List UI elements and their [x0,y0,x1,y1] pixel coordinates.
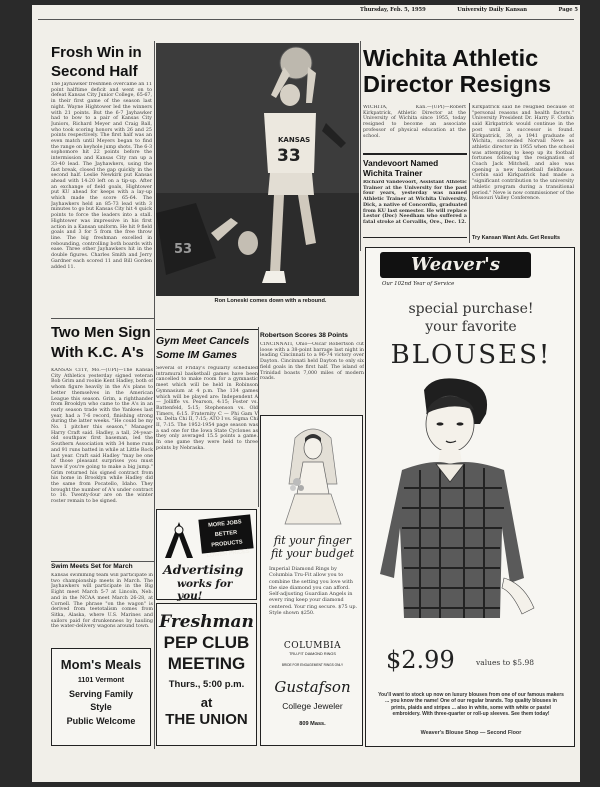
want-ads-tag: Try Kansan Want Ads. Get Results [472,235,560,241]
weavers-price: $2.99 [386,646,455,674]
advertising-badge [198,514,253,560]
weavers-line3: BLOUSES! [390,340,552,370]
frosh-headline: Frosh Win in Second Half [51,44,142,80]
badge-line-3: LOWER PRICES [206,548,250,560]
weavers-body: You'll want to stock up now on luxury blouses from one of our famous makers ... you know the name! One of our regular brands. Top quality blouses in prints, plaids and stripes ... also in white, some with white or pastel embroidery. With three-quarter or roll-up sleeves. See them today! [378,692,564,718]
pep-line4: Thurs., 5:00 p.m. [168,679,245,690]
photo-caption: Ron Loneski comes down with a rebound. [214,298,327,304]
rings-body: Imperial Diamond Rings by Columbia Tru-Fit allow you to combine the setting you love with the size diamond you can afford. Self-adjusting Guardian Angels in every ring keep your diamond centered. Your ring secure. $75 up. Style shown $250. [269,566,357,617]
weavers-values: values to $5.98 [476,658,534,667]
column-rule [360,41,361,251]
weavers-line2: your favorite [425,319,517,335]
rings-store-sub: College Jeweler [282,701,343,711]
wichita-col1: WICHITA, Kan.—(UPI)—Robert Kirkpatrick, Athletic Director at the University of Wichita since 1955, today resigned to become an associate professor of physical education at the school. [363,105,466,139]
gym-article [156,329,258,507]
rings-ad [260,415,363,746]
twomen-headline: Two Men Sign With K.C. A's [51,324,151,361]
vandevoort-article [363,153,467,238]
gym-headline: Gym Meet Cancels Some IM Games [156,335,250,361]
badge-line-1: MORE JOBS [207,519,242,529]
column-rule [154,41,155,749]
pep-line2: PEP CLUB [163,633,250,652]
rings-brand: COLUMBIA [283,641,342,651]
weavers-ad [365,247,575,747]
jersey-front-number: 33 [277,146,301,166]
moms-meals-ad [51,648,151,746]
masthead-rule [38,19,574,20]
megaphone-figure-icon [161,518,197,562]
pep-line5: at [200,695,213,710]
basketball-photo [156,43,359,296]
vandevoort-headline: Vandevoort Named Wichita Trainer [363,158,439,178]
newspaper-page [32,5,580,782]
masthead-paper: University Daily Kansan [457,7,528,13]
rings-brand-small: BRIDE FOR ENGAGEMENT RINGS ONLY [281,663,344,667]
moms-meals-title: Mom's Meals [60,657,142,672]
pep-club-ad [156,603,257,746]
rings-store: Gustafson [274,678,351,696]
moms-meals-address: 1101 Vermont [77,675,125,684]
masthead [360,7,578,15]
swim-body: Kansas swimming team will participate in two championship meets in March. The Jayhawkers will participate in the Big Eight meet March 5-7 at Lincoln, Neb. and in the NCAA meet March 26-28, at Cornell. The phrase "on the wagon" is derived from teetotalism comes from Sitka, Alaska, where U.S. Marines and sailors paid for drunkenness by hauling the water-delivery wagons around town. [51,573,153,630]
weavers-line1: special purchase! [408,301,534,317]
weavers-footer: Weaver's Blouse Shop — Second Floor [420,730,522,736]
pep-line1: Freshman [159,612,254,632]
rings-tag2: fit your budget [270,547,355,560]
masthead-page: Page 5 [558,7,578,13]
advertising-line2: works for you! [177,578,233,602]
woman-blouse-illustration [374,378,550,640]
badge-line-2: BETTER PRODUCTS [211,529,243,549]
moms-meals-line1: Serving Family [68,689,134,699]
basketball-player-illustration [156,43,359,296]
section-rule [51,318,154,319]
swim-headline: Swim Meets Set for March [51,563,133,570]
vandevoort-body: Richard Vandevoort, Assistant Athletic Trainer at the University for the past four years, yesterday was named Athletic Trainer at Wichita University. Dick, a native of Concordia, graduated from KU last semester. He will replace Lestor (Doc) Needham who suffered a fatal stroke at Corvallis, Ore., Dec. 12. [363,180,467,225]
weavers-since: Our 102nd Year of Service [382,281,455,287]
advertising-line1: Advertising [163,562,244,577]
weavers-logo: Weaver's [380,252,531,278]
rings-brand-sub: TRU-FIT DIAMOND RINGS [289,652,336,656]
frosh-body: The Jayhawker freshmen overcame an 11 point halftime deficit and went on to defeat Kansas City Junior College, 65-67, in their first game of the season last night. Wayne Hightower led the winners with 21 points. But the 6-7 Jayhawker had to bow to a pair of Kansas City Juniors, Richard Meyer and Craig Ball, who took scoring honors with 26 and 25 points respectively. The first half was an even match until Meyers began to find the range on keyhole jump shots. The 6-3 sophomore hit 22 points before the intermission and Kansas City ran up a 33-40 lead. The Jayhawkers, using the fast break, closed the gap quickly in the second half. Leslie Newkirk put Kansas ahead with 14:20 left on a tip-up. After an exchange of field goals, Hightower put KU ahead for keeps with a lay-up which made the score 65-64. The Jayhawkers held an 85-73 lead with 3 minutes to go but Kansas City hit 4 quick points to force the leaders into a stall. Hightower was impressive in his first action in a Kansan uniform. He hit 9 field goals and 3 for 5 from the free throw line. The big freshman excelled in rebounding, controlling both boards with ease. Three other Jayhawkers hit in the double figures. Charles Smith and Jerry Gardner each scored 11 and Bill Gorden added 11. [51,82,152,270]
wichita-headline: Wichita Athletic Director Resigns [363,45,552,97]
advertising-ad [156,509,257,600]
gym-body: Several of Friday's regularly scheduled intramural basketball games have been cancelled to make room for a gymnastic meet which will be held in Robinson Gymnasium at 4 p.m. The 134 games which will be played are: Independent A — Jolliffe vs. Pearson, 4:15; Foster vs. Battenfeld, 5:15; Stephenson vs. Old Timers, 6:15. Fraternity C — Phi Gam V vs. Delta Chi II, 7:15; ATO I vs. Sigma Chi II, 7:15. The 1952-1954 page season was a sad one for the Iowa State Cyclones as they only averaged 15.5 points a game. In one game they were held to three points by Nebraska. [156,366,258,451]
pep-line6: THE UNION [165,711,248,728]
masthead-date: Thursday, Feb. 5, 1959 [360,7,426,13]
rings-address: 809 Mass. [299,721,326,727]
pep-line3: MEETING [167,654,246,673]
jersey-back-number: 53 [174,242,193,257]
moms-meals-line3: Public Welcome [66,716,136,726]
robertson-headline: Robertson Scores 38 Points [260,332,348,339]
column-rule [469,103,470,243]
rings-tag1: fit your finger [273,534,352,547]
robertson-body: CINCINNATI, Ohio—Oscar Robertson cut loose with a 38-point barrage last night in leading Cincinnati to a 96-74 victory over Dayton. Cincinnati held Dayton to only six field goals in the first half. The island of Trinidad boasts 7,000 miles of modern roads. [260,342,364,382]
robertson-article [260,332,364,416]
bride-illustration [275,424,351,526]
column-rule [258,327,259,507]
wichita-col2: Kirkpatrick said he resigned because of "personal reasons and health factors." University President Dr. Harry F. Corbin said Kirkpatrick would continue in the post until a successor is found. Kirkpatrick, 39, a 1941 graduate of Wichita, succeeded Norvall Neve as athletic director in 1955 when the school was attempting to keep up its football fortunes following the resignation of Coach Jack Mitchell, and also was opening a new basketball fieldhouse. Corbin said Kirkpatrick had made a "significant contribution to the university athletic program during a transitional period." Neve is now commissioner of the Missouri Valley Conference. [472,105,574,202]
twomen-body: KANSAS CITY, Mo.—(UPI)—The Kansas City Athletics yesterday signed veteran Bob Grim and rookie Kent Hadley, both of whom figure heavily in the A's plans to better themselves in the American League this season. Grim, a righthander from Brooklyn who came to the A's in an early season trade with the Yankees last year, had a 7-6 record, finishing strong during the latter weeks. "He could be my No. 1 pitcher this season," Manager Harry Craft said. Hadley, a tall, 24-year-old southpaw first baseman, led the Southern Association with 34 home runs and 91 runs batted in while at Little Rock last year. Craft said Hadley "may be one of those pleasant surprises you must have if you're going to make a big jump." Grim returned his signed contract from his home in Brooklyn while Hadley did the same from Pocatello, Idaho. They brought the number of A's under contract to 16. Twenty-four are on the winter roster remain to be signed. [51,368,153,505]
section-rule [51,561,154,562]
moms-meals-line2: Style [90,702,112,712]
jersey-text: KANSAS [278,136,311,144]
